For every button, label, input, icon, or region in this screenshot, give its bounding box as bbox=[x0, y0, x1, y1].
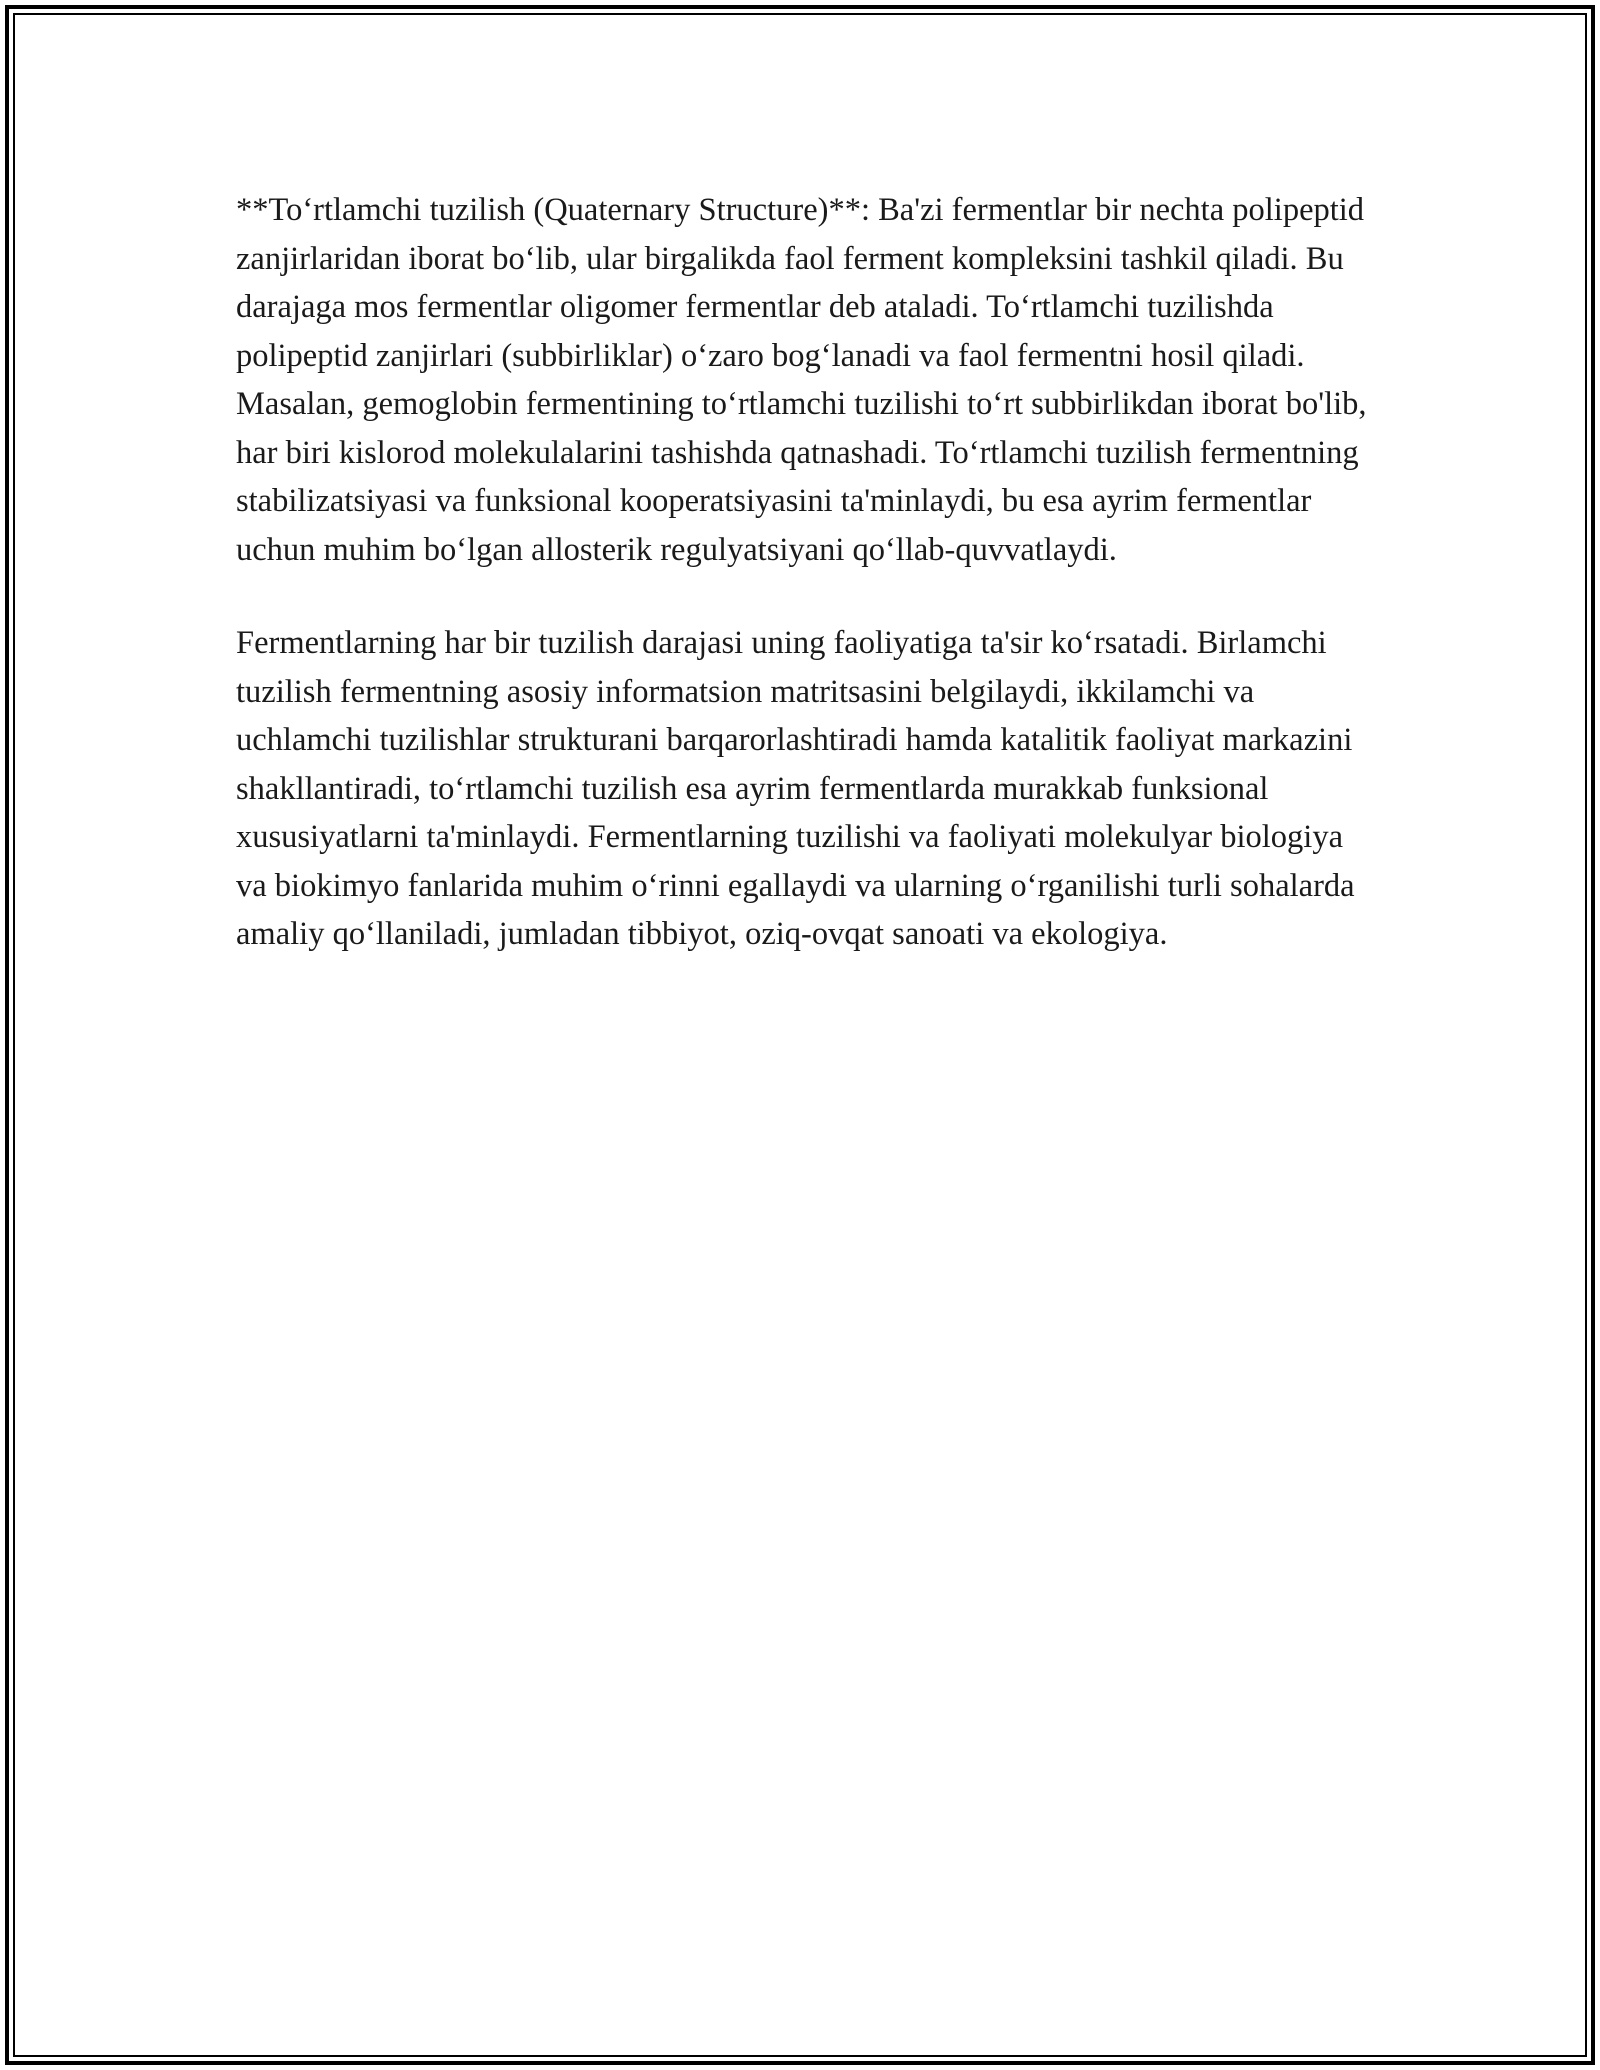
paragraph-structure-levels-summary: Fermentlarning har bir tuzilish darajasi uning faoliyatiga ta'sir ko‘rsatadi. Birlamchi tuzilish fermentning asosiy informatsion matritsasini belgilaydi, ikkilamchi va uchlamchi tuzilishlar strukturani barqarorlashtiradi hamda katalitik faoliyat markazini shakllantiradi, to‘rtlamchi tuzilish esa ayrim fermentlarda murakkab funksional xususiyatlarni ta'minlaydi. Fermentlarning tuzilishi va faoliyati molekulyar biologiya va biokimyo fanlarida muhim o‘rinni egallaydi va ularning o‘rganilishi turli sohalarda amaliy qo‘llaniladi, jumladan tibbiyot, oziq-ovqat sanoati va ekologiya. bbox=[236, 625, 1355, 952]
paragraph-quaternary-structure: **To‘rtlamchi tuzilish (Quaternary Structure)**: Ba'zi fermentlar bir nechta polipeptid zanjirlaridan iborat bo‘lib, ular birgalikda faol ferment kompleksini tashkil qiladi. Bu darajaga mos fermentlar oligomer fermentlar deb ataladi. To‘rtlamchi tuzilishda polipeptid zanjirlari (subbirliklar) o‘zaro bog‘lanadi va faol fermentni hosil qiladi. Masalan, gemoglobin fermentining to‘rtlamchi tuzilishi to‘rt subbirlikdan iborat bo'lib, har biri kislorod molekulalarini tashishda qatnashadi. To‘rtlamchi tuzilish fermentning stabilizatsiyasi va funksional kooperatsiyasini ta'minlaydi, bu esa ayrim fermentlar uchun muhim bo‘lgan allosterik regulyatsiyani qo‘llab-quvvatlaydi. bbox=[236, 192, 1367, 568]
document-body bbox=[236, 186, 1376, 959]
